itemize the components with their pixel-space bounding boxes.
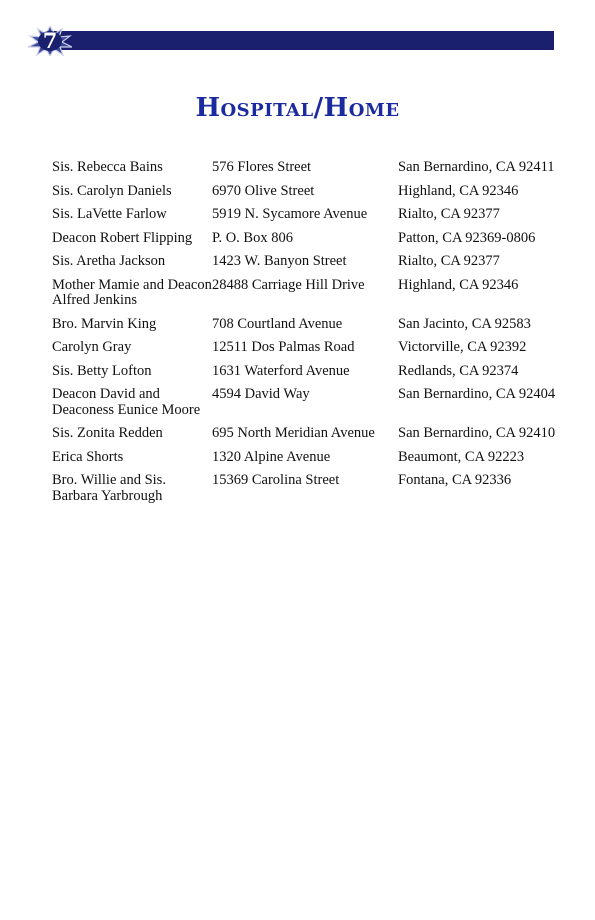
contact-name: Sis. Rebecca Bains	[52, 159, 163, 175]
contact-name: Sis. Zonita Redden	[52, 425, 163, 441]
contact-name: Sis. Betty Lofton	[52, 362, 152, 379]
city-state-zip: Victorville, CA 92392	[398, 339, 527, 355]
table-row	[52, 364, 562, 388]
contact-name: Erica Shorts	[52, 448, 124, 465]
table-row	[52, 231, 562, 255]
street-address: 5919 N. Sycamore Avenue	[212, 206, 368, 222]
table-row	[52, 254, 562, 278]
street-address: 576 Flores Street	[212, 159, 312, 175]
contact-name: Sis. Carolyn Daniels	[52, 182, 172, 199]
table-row	[52, 317, 562, 341]
table-row	[52, 450, 562, 474]
street-address: 1423 W. Banyon Street	[212, 253, 347, 269]
header-bar	[54, 31, 554, 50]
city-state-zip: San Bernardino, CA 92404	[398, 386, 556, 402]
contact-name: Bro. Willie and Sis. Barbara Yarbrough	[52, 472, 166, 504]
street-address: 1631 Waterford Avenue	[212, 362, 350, 379]
contact-name: Deacon Robert Flipping	[52, 229, 193, 246]
page-title: Hospital/Home	[195, 93, 400, 123]
page-number-badge	[28, 26, 72, 56]
city-state-zip: Redlands, CA 92374	[398, 362, 519, 379]
street-address: 1320 Alpine Avenue	[212, 448, 331, 465]
city-state-zip: Patton, CA 92369-0806	[398, 229, 536, 246]
city-state-zip: San Jacinto, CA 92583	[398, 315, 531, 332]
table-row	[52, 426, 562, 450]
table-row	[52, 207, 562, 231]
street-address: 695 North Meridian Avenue	[212, 425, 375, 441]
contact-table	[52, 160, 562, 512]
table-row	[52, 340, 562, 364]
city-state-zip: Highland, CA 92346	[398, 276, 519, 293]
street-address: 28488 Carriage Hill Drive	[212, 276, 365, 293]
street-address: 6970 Olive Street	[212, 182, 315, 199]
table-row	[52, 184, 562, 208]
street-address: 15369 Carolina Street	[212, 472, 340, 488]
city-state-zip: Rialto, CA 92377	[398, 206, 500, 222]
city-state-zip: Beaumont, CA 92223	[398, 448, 525, 465]
page-number: 7	[42, 28, 58, 53]
city-state-zip: Fontana, CA 92336	[398, 472, 512, 488]
table-row	[52, 473, 562, 512]
street-address: P. O. Box 806	[212, 229, 293, 246]
street-address: 4594 David Way	[212, 386, 310, 402]
city-state-zip: Highland, CA 92346	[398, 182, 519, 199]
table-row	[52, 387, 562, 426]
street-address: 12511 Dos Palmas Road	[212, 339, 355, 355]
contact-name: Carolyn Gray	[52, 339, 132, 355]
street-address: 708 Courtland Avenue	[212, 315, 343, 332]
city-state-zip: San Bernardino, CA 92411	[398, 159, 555, 175]
table-row	[52, 278, 562, 317]
contact-name: Mother Mamie and Deacon Alfred Jenkins	[52, 276, 212, 308]
contact-name: Sis. Aretha Jackson	[52, 253, 166, 269]
contact-name: Bro. Marvin King	[52, 315, 157, 332]
city-state-zip: San Bernardino, CA 92410	[398, 425, 556, 441]
contact-name: Sis. LaVette Farlow	[52, 206, 167, 222]
table-row	[52, 160, 562, 184]
city-state-zip: Rialto, CA 92377	[398, 253, 500, 269]
contact-name: Deacon David and Deaconess Eunice Moore	[52, 386, 201, 418]
